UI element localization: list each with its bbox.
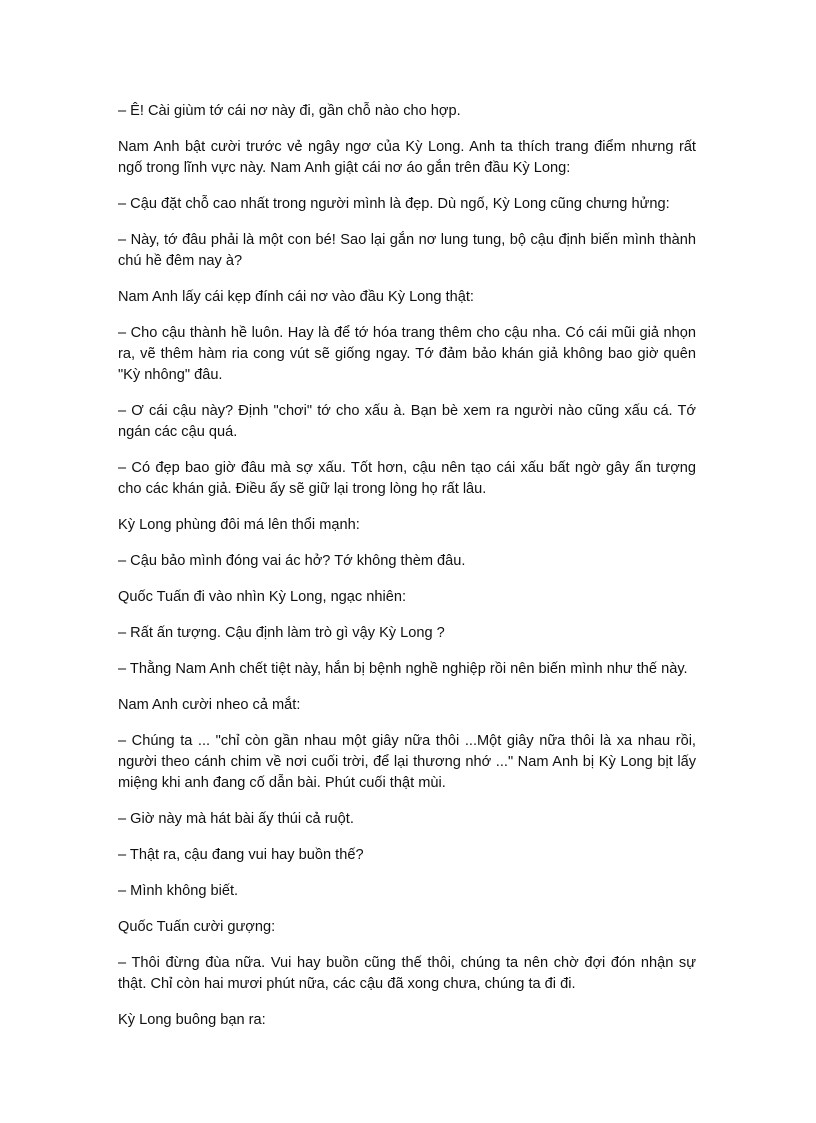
paragraph: Kỳ Long buông bạn ra: (118, 1012, 266, 1028)
paragraph: – Chúng ta ... "chỉ còn gần nhau một giây nữa thôi ...Một giây nữa thôi là xa nhau rồi, người theo cánh chim về nơi cuối trời, để lại thương nhớ ..." Nam Anh bị Kỳ Long bịt lấy miệng khi anh đang cố dẫn bài. Phút cuối thật mùi. (118, 733, 696, 791)
document-page (118, 101, 696, 1046)
paragraph: Nam Anh cười nheo cả mắt: (118, 697, 301, 713)
paragraph: Nam Anh lấy cái kẹp đính cái nơ vào đầu Kỳ Long thật: (118, 289, 474, 305)
paragraph: – Giờ này mà hát bài ấy thúi cả ruột. (118, 811, 354, 827)
paragraph: – Ơ cái cậu này? Định "chơi" tớ cho xấu à. Bạn bè xem ra người nào cũng xấu cá. Tớ ngán các cậu quá. (118, 403, 696, 440)
paragraph: – Rất ấn tượng. Cậu định làm trò gì vậy Kỳ Long ? (118, 625, 445, 641)
paragraph: – Ê! Cài giùm tớ cái nơ này đi, gần chỗ nào cho hợp. (118, 103, 461, 119)
paragraph: Nam Anh bật cười trước vẻ ngây ngơ của Kỳ Long. Anh ta thích trang điểm nhưng rất ngố trong lĩnh vực này. Nam Anh giật cái nơ áo gắn trên đầu Kỳ Long: (118, 139, 696, 176)
paragraph: Kỳ Long phùng đôi má lên thổi mạnh: (118, 517, 360, 533)
paragraph: – Thôi đừng đùa nữa. Vui hay buồn cũng thế thôi, chúng ta nên chờ đợi đón nhận sự thật. Chỉ còn hai mươi phút nữa, các cậu đã xong chưa, chúng ta đi đi. (118, 955, 696, 992)
paragraph: – Có đẹp bao giờ đâu mà sợ xấu. Tốt hơn, cậu nên tạo cái xấu bất ngờ gây ấn tượng cho các khán giả. Điều ấy sẽ giữ lại trong lòng họ rất lâu. (118, 460, 696, 497)
paragraph: – Thật ra, cậu đang vui hay buồn thế? (118, 847, 364, 863)
paragraph: – Cho cậu thành hề luôn. Hay là để tớ hóa trang thêm cho cậu nha. Có cái mũi giả nhọn ra, vẽ thêm hàm ria cong vút sẽ giống ngay. Tớ đảm bảo khán giả không bao giờ quên "Kỳ nhông" đâu. (118, 325, 696, 383)
paragraph: Quốc Tuấn đi vào nhìn Kỳ Long, ngạc nhiên: (118, 589, 407, 605)
paragraph: – Thằng Nam Anh chết tiệt này, hắn bị bệnh nghề nghiệp rồi nên biến mình như thế này. (118, 661, 688, 677)
paragraph: Quốc Tuấn cười gượng: (118, 919, 276, 935)
paragraph: – Cậu bảo mình đóng vai ác hở? Tớ không thèm đâu. (118, 553, 466, 569)
paragraph: – Mình không biết. (118, 883, 239, 899)
paragraph: – Này, tớ đâu phải là một con bé! Sao lại gắn nơ lung tung, bộ cậu định biến mình thành chú hề đêm nay à? (118, 232, 696, 269)
paragraph: – Cậu đặt chỗ cao nhất trong người mình là đẹp. Dù ngố, Kỳ Long cũng chưng hửng: (118, 196, 670, 212)
